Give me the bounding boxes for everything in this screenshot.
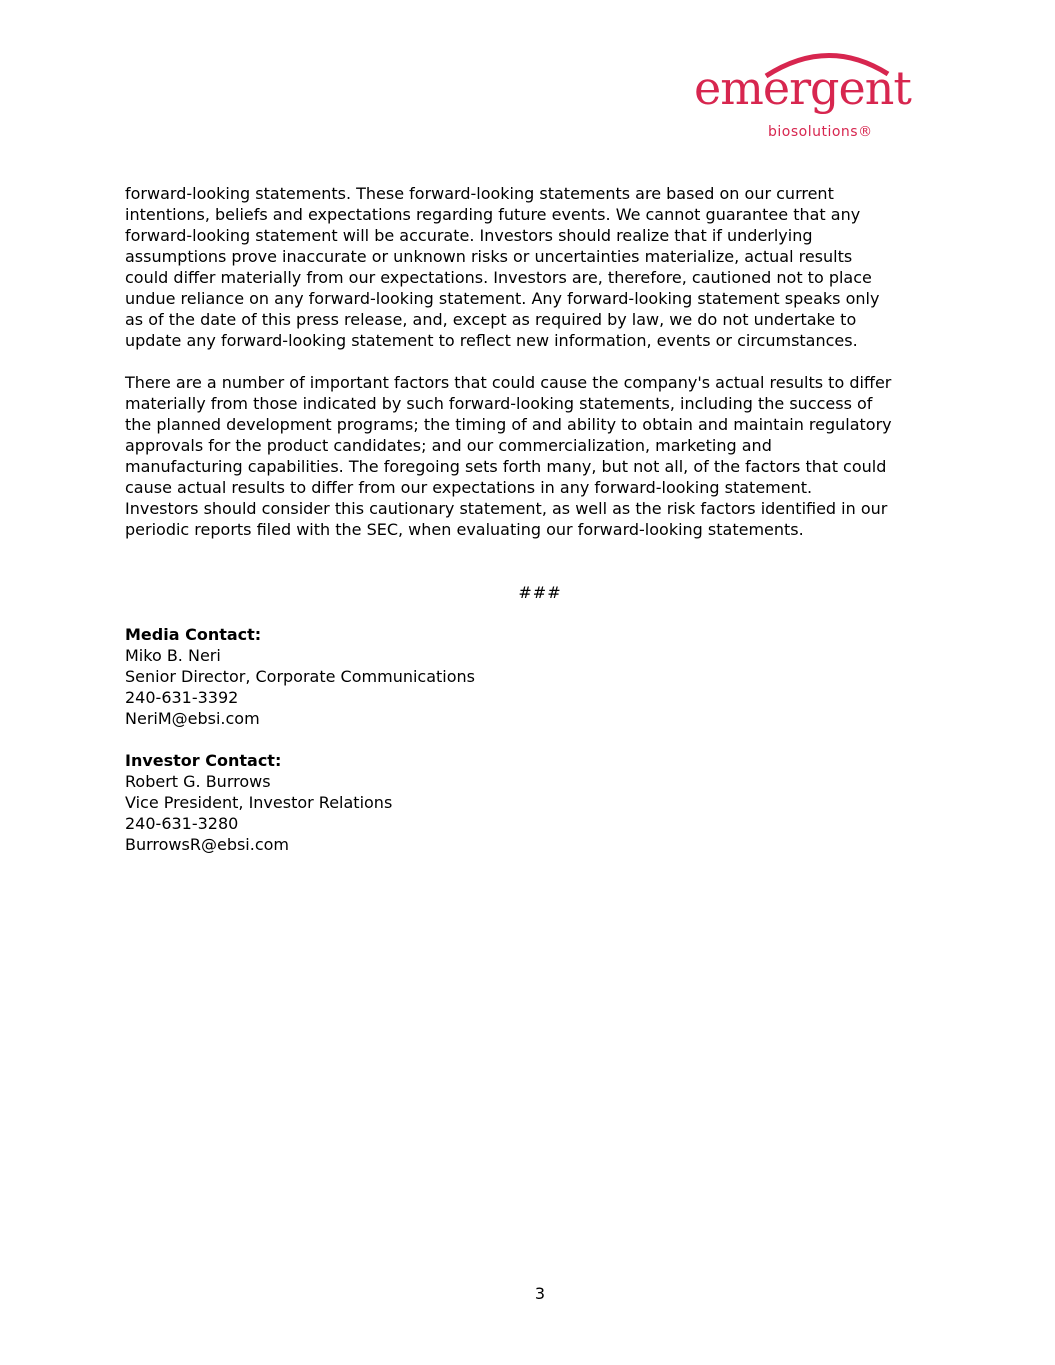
investor-contact-heading: Investor Contact: <box>125 751 282 770</box>
paragraph-line: intentions, beliefs and expectations regarding future events. We cannot guarantee that any <box>125 205 861 224</box>
paragraph-line: could differ materially from our expectations. Investors are, therefore, cautioned not to place <box>125 268 872 287</box>
media-contact-name: Miko B. Neri <box>125 646 221 665</box>
forward-looking-statements <box>125 183 985 540</box>
investor-contact-name: Robert G. Burrows <box>125 772 271 791</box>
paragraph-line: manufacturing capabilities. The foregoing sets forth many, but not all, of the factors that could <box>125 457 887 476</box>
media-contact-phone: 240-631-3392 <box>125 688 239 707</box>
investor-contact-phone: 240-631-3280 <box>125 814 239 833</box>
media-contact-title: Senior Director, Corporate Communications <box>125 667 475 686</box>
media-contact <box>125 624 985 729</box>
media-contact-email[interactable]: NeriM@ebsi.com <box>125 709 260 728</box>
paragraph-line: materially from those indicated by such forward-looking statements, including the success of <box>125 394 873 413</box>
paragraph-line: approvals for the product candidates; and our commercialization, marketing and <box>125 436 772 455</box>
investor-contact <box>125 750 985 855</box>
paragraph-line: assumptions prove inaccurate or unknown risks or uncertainties materialize, actual results <box>125 247 853 266</box>
paragraph-line: Investors should consider this cautionary statement, as well as the risk factors identified in our <box>125 499 888 518</box>
paragraph-line: as of the date of this press release, and, except as required by law, we do not undertake to <box>125 310 857 329</box>
logo-wordmark: emergent <box>694 61 911 115</box>
paragraph-line: There are a number of important factors that could cause the company's actual results to differ <box>125 373 892 392</box>
end-separator: ### <box>518 583 562 602</box>
paragraph <box>125 183 985 351</box>
logo-subtitle: biosolutions® <box>768 124 873 140</box>
paragraph-line: forward-looking statements. These forward-looking statements are based on our current <box>125 184 834 203</box>
paragraph-line: undue reliance on any forward-looking statement. Any forward-looking statement speaks only <box>125 289 880 308</box>
paragraph-line: forward-looking statement will be accurate. Investors should realize that if underlying <box>125 226 813 245</box>
paragraph-line: update any forward-looking statement to reflect new information, events or circumstances. <box>125 331 858 350</box>
paragraph-line: cause actual results to differ from our expectations in any forward-looking statement. <box>125 478 813 497</box>
investor-contact-email[interactable]: BurrowsR@ebsi.com <box>125 835 290 854</box>
paragraph <box>125 372 985 540</box>
media-contact-heading: Media Contact: <box>125 625 262 644</box>
document-body <box>125 183 985 876</box>
paragraph-line: periodic reports filed with the SEC, when evaluating our forward-looking statements. <box>125 520 804 539</box>
emergent-biosolutions-logo <box>688 44 918 144</box>
page-number: 3 <box>534 1284 546 1303</box>
paragraph-line: the planned development programs; the timing of and ability to obtain and maintain regulatory <box>125 415 892 434</box>
investor-contact-title: Vice President, Investor Relations <box>125 793 393 812</box>
